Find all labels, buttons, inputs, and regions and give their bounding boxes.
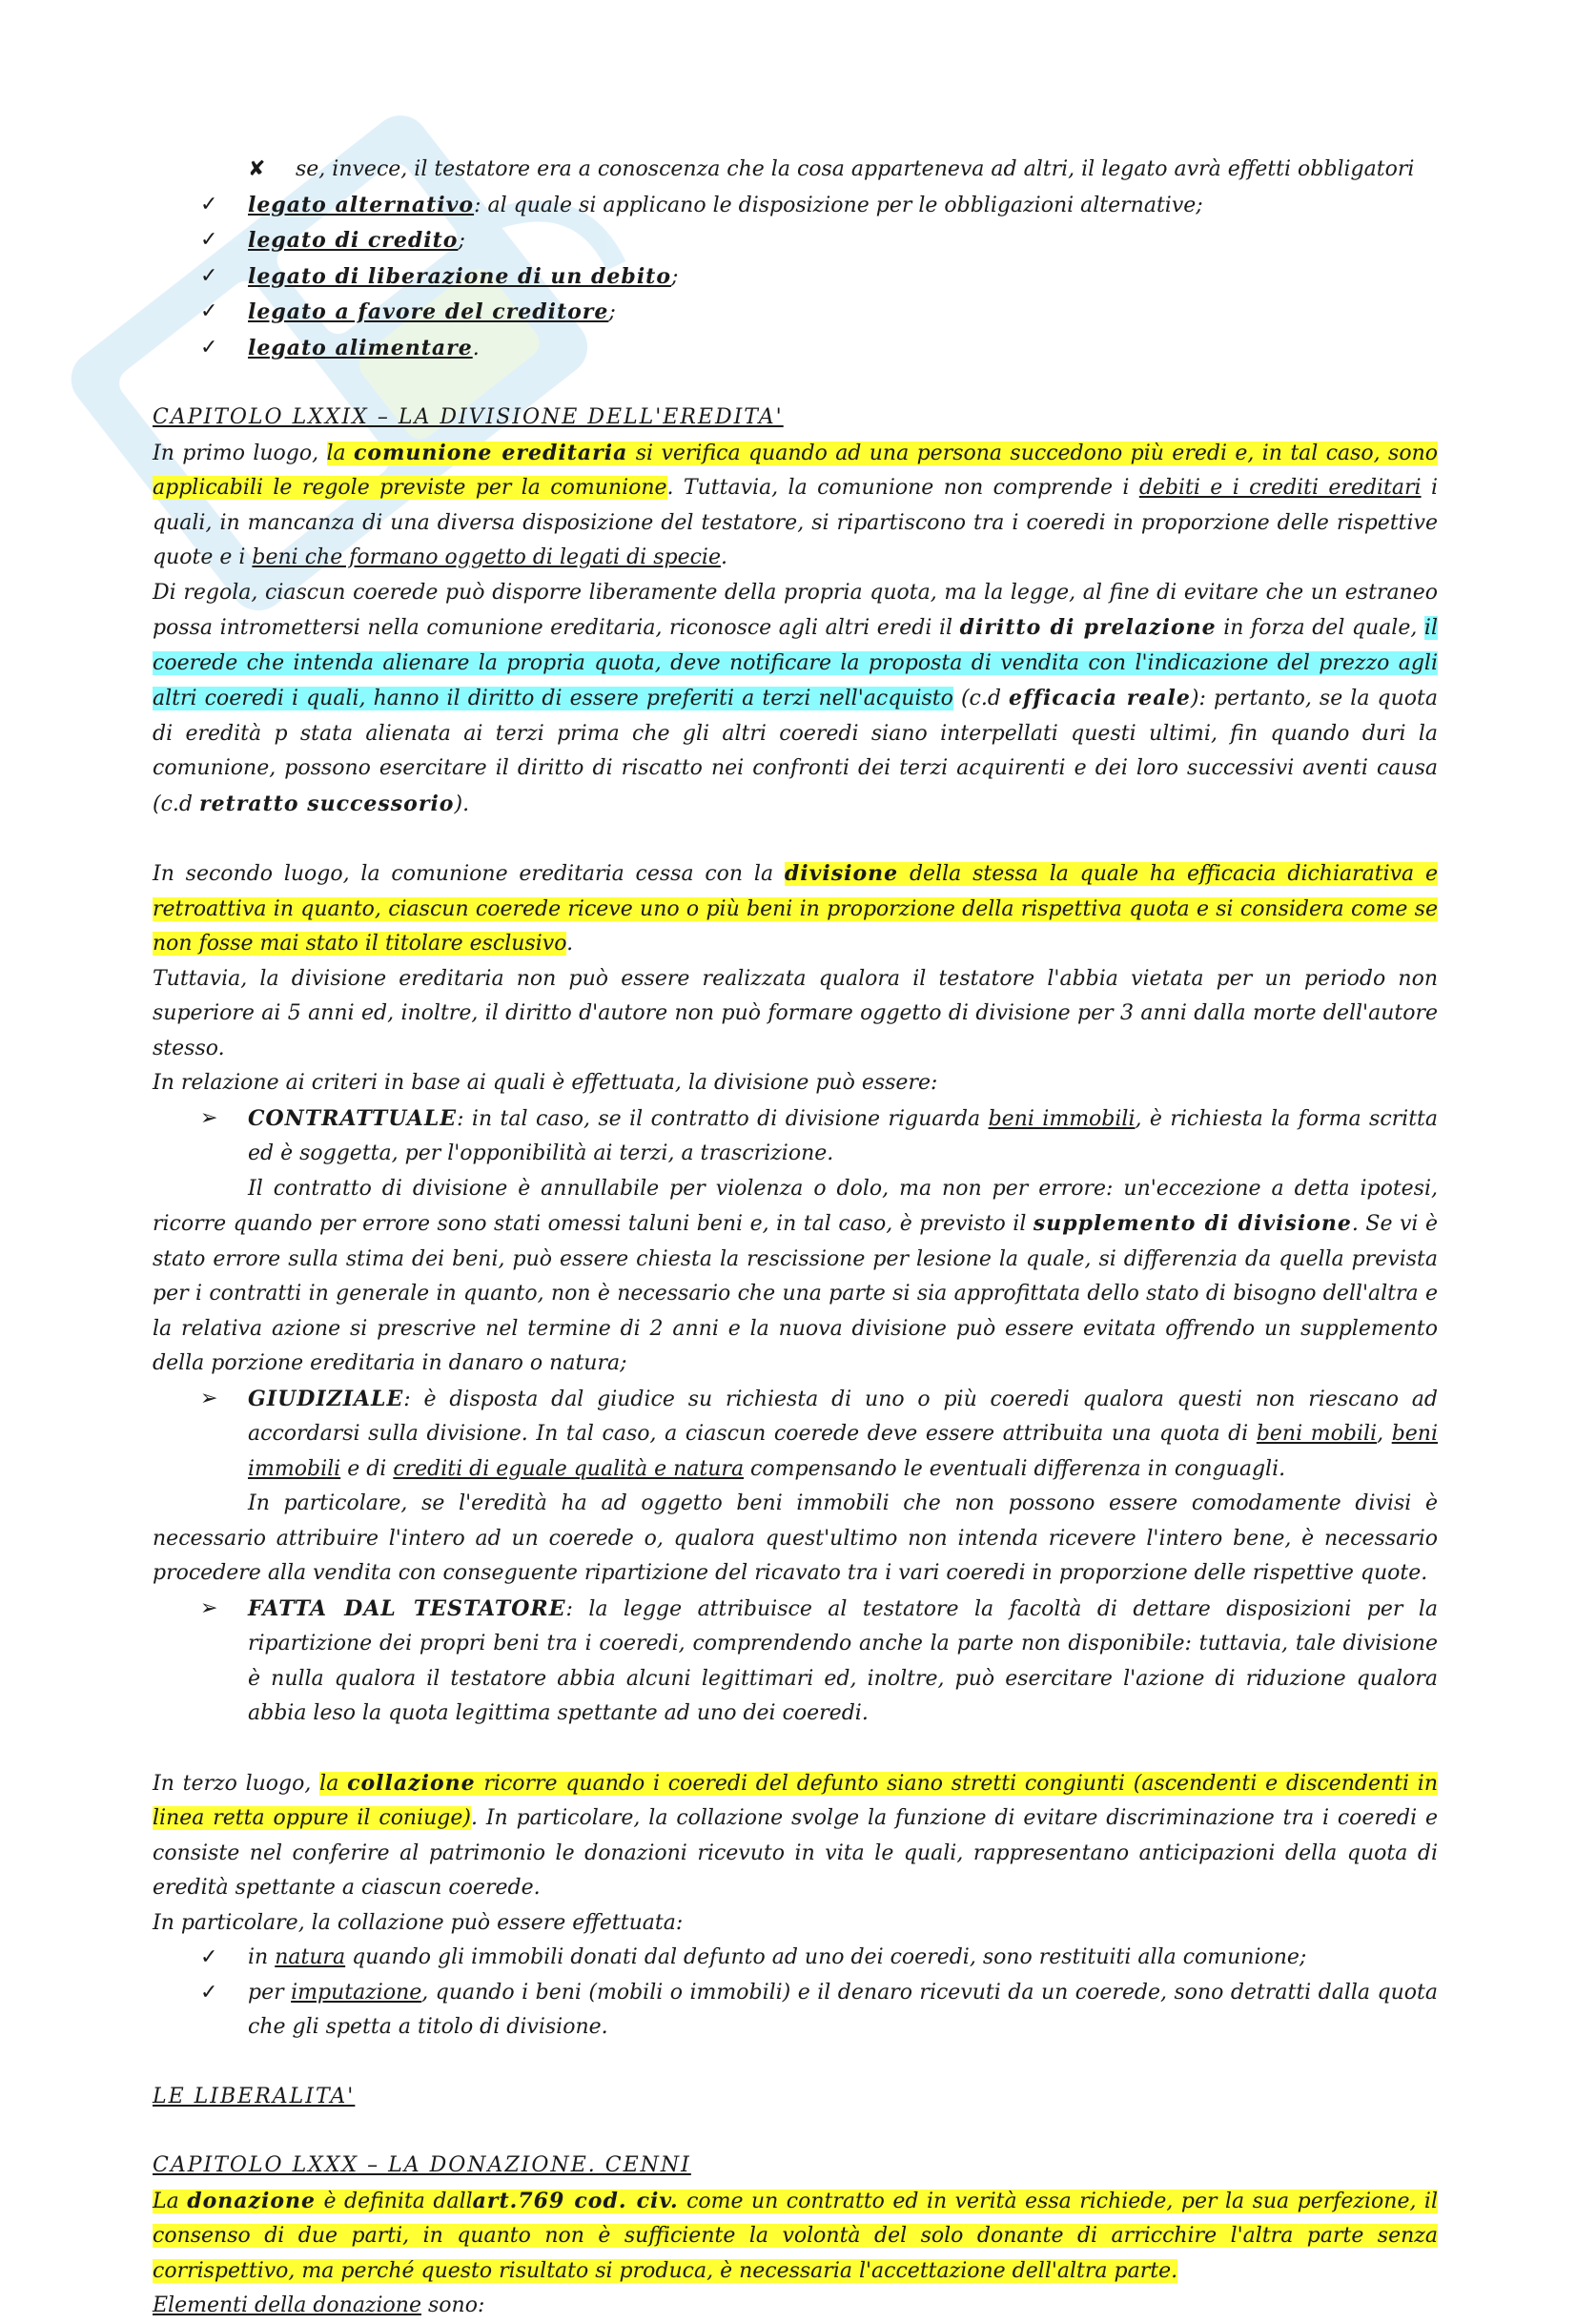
paragraph: Elementi della donazione sono: (153, 2293, 485, 2317)
arrow-icon: ➢ (200, 1105, 218, 1130)
paragraph: Tuttavia, la divisione ereditaria non può essere realizzata qualora il testatore l'abbia vietata per un periodo non superiore ai 5 anni ed, inoltre, il diritto d'autore non può formare oggetto di divisione per 3 anni dalla morte dell'autore stesso. (153, 966, 1438, 1060)
chapter-title: CAPITOLO LXXX – LA DONAZIONE. CENNI (153, 2153, 691, 2177)
chapter-title: CAPITOLO LXXIX – LA DIVISIONE DELL'EREDITA' (153, 405, 784, 429)
list-item: ➢ GIUDIZIALE: è disposta dal giudice su richiesta di uno o più coeredi qualora questi non riescano ad accordarsi sulla divisione. In tal caso, a ciascun coerede deve essere attribuita una quota di beni mobili, beni immobili e di crediti di eguale qualità e natura compensando le eventuali differenza in conguagli. (153, 1382, 1438, 1488)
check-icon: ✓ (200, 299, 218, 323)
list-item: ✓ in natura quando gli immobili donati dal defunto ad uno dei coeredi, sono restituiti alla comunione; (153, 1941, 1438, 1976)
section-title: LE LIBERALITA' (153, 2084, 356, 2108)
list-item: ✓ legato di liberazione di un debito; (153, 259, 1438, 296)
paragraph: In relazione ai criteri in base ai quali è effettuata, la divisione può essere: (153, 1071, 938, 1095)
list-item: ✓ per imputazione, quando i beni (mobili o immobili) e il denaro ricevuti da un coerede, sono detratti dalla quota che gli spetta a titolo di divisione. (153, 1976, 1438, 2046)
check-icon: ✓ (200, 1945, 218, 1969)
paragraph: In particolare, la collazione può essere effettuata: (153, 1910, 684, 1935)
check-icon: ✓ (200, 228, 218, 252)
list-item: ✘ se, invece, il testatore era a conoscenza che la cosa apparteneva ad altri, il legato avrà effetti obbligatori (153, 153, 1438, 188)
paragraph: In particolare, se l'eredità ha ad oggetto beni immobili che non possono essere comodamente divisi è necessario attribuire l'intero ad un coerede o, qualora quest'ultimo non intenda ricevere l'intero bene, è necessario procedere alla vendita con conseguente ripartizione del ricavato tra i vari coeredi in proporzione delle rispettive quote. (153, 1491, 1438, 1585)
check-icon: ✓ (200, 263, 218, 288)
paragraph: In secondo luogo, la comunione ereditaria cessa con la divisione della stessa la quale ha efficacia dichiarativa e retroattiva in quanto, ciascun coerede riceve uno o più beni in proporzione della rispettiva quota e si considera come se non fosse mai stato il titolare esclusivo. (153, 861, 1438, 956)
list-item: ✓ legato a favore del creditore; (153, 295, 1438, 331)
cross-icon: ✘ (248, 157, 266, 181)
list-item: ✓ legato di credito; (153, 223, 1438, 259)
arrow-icon: ➢ (200, 1386, 218, 1410)
list-item: ➢ FATTA DAL TESTATORE: la legge attribuisce al testatore la facoltà di dettare disposizioni per la ripartizione dei propri beni tra i coeredi, comprendendo anche la parte non disponibile: tuttavia, tale divisione è nulla qualora il testatore abbia alcuni legittimari ed, inoltre, può esercitare l'azione di riduzione qualora abbia leso la quota legittima spettante ad uno dei coeredi. (153, 1592, 1438, 1732)
paragraph: Il contratto di divisione è annullabile per violenza o dolo, ma non per errore: un'eccezione a detta ipotesi, ricorre quando per errore sono stati omessi taluni beni e, in tal caso, è previsto il supplemento di divisione. Se vi è stato errore sulla stima dei beni, può essere chiesta la rescissione per lesione la quale, si differenzia da quella prevista per i contratti in generale in quanto, non è necessario che una parte si sia approfittata dello stato di bisogno dell'altra e la relativa azione si prescrive nel termine di 2 anni e la nuova divisione può essere evitata offrendo un supplemento della porzione ereditaria in danaro o natura; (153, 1176, 1438, 1375)
list-item: ➢ CONTRATTUALE: in tal caso, se il contratto di divisione riguarda beni immobili, è richiesta la forma scritta ed è soggetta, per l'opponibilità ai terzi, a trascrizione. (153, 1101, 1438, 1172)
paragraph: Di regola, ciascun coerede può disporre liberamente della propria quota, ma la legge, al fine di evitare che un estraneo possa intromettersi nella comunione ereditaria, riconosce agli altri eredi il diritto di prelazione in forza del quale, il coerede che intenda alienare la propria quota, deve notificare la proposta di vendita con l'indicazione del prezzo agli altri coeredi i quali, hanno il diritto di essere preferiti a terzi nell'acquisto (c.d efficacia reale): pertanto, se la quota di eredità p stata alienata ai terzi prima che gli altri coeredi siano interpellati questi ultimi, fin quando duri la comunione, possono esercitare il diritto di riscatto nei confronti dei terzi acquirenti e dei loro successivi aventi causa (c.d retratto successorio). (153, 580, 1438, 816)
arrow-icon: ➢ (200, 1595, 218, 1620)
document-page (153, 153, 1438, 2324)
paragraph: La donazione è definita dallart.769 cod. civ. come un contratto ed in verità essa richiede, per la sua perfezione, il consenso di due parti, in quanto non è sufficiente la volontà del solo donante di arricchire l'altra parte senza corrispettivo, ma perché questo risultato si produca, è necessaria l'accettazione dell'altra parte. (153, 2188, 1438, 2283)
check-icon: ✓ (200, 192, 218, 216)
check-icon: ✓ (200, 335, 218, 360)
list-item: ✓ legato alternativo: al quale si applicano le disposizione per le obbligazioni alternative; (153, 188, 1438, 224)
paragraph: In terzo luogo, la collazione ricorre quando i coeredi del defunto siano stretti congiunti (ascendenti e discendenti in linea retta oppure il coniuge). In particolare, la collazione svolge la funzione di evitare discriminazione tra i coeredi e consiste nel conferire al patrimonio le donazioni ricevuto in vita le quali, rappresentano anticipazioni della quota di eredità spettante a ciascun coerede. (153, 1770, 1438, 1900)
paragraph: In primo luogo, la comunione ereditaria si verifica quando ad una persona succedono più eredi e, in tal caso, sono applicabili le regole previste per la comunione. Tuttavia, la comunione non comprende i debiti e i crediti ereditari i quali, in mancanza di una diversa disposizione del testatore, si ripartiscono tra i coeredi in proporzione delle rispettive quote e i beni che formano oggetto di legati di specie. (153, 440, 1438, 569)
check-icon: ✓ (200, 1980, 218, 2005)
list-item: ✓ legato alimentare. (153, 331, 1438, 367)
